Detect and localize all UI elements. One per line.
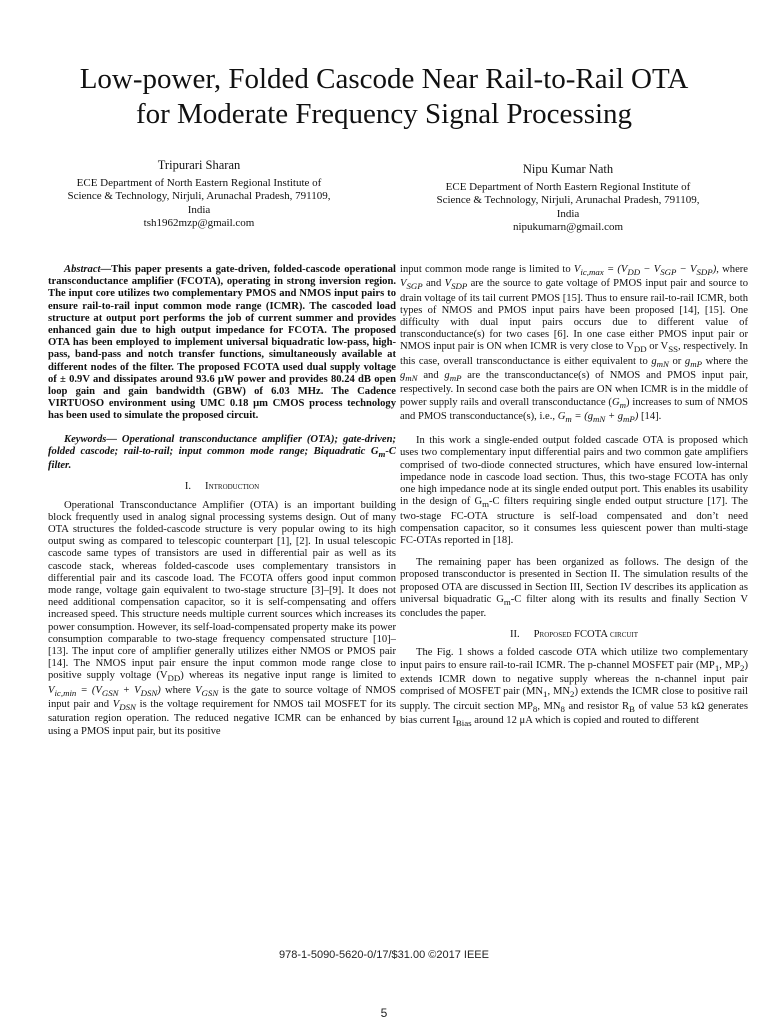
page-number: 5: [380, 1006, 388, 1020]
paper-title: [30, 62, 738, 132]
author-country: India: [556, 207, 580, 220]
keywords: Keywords— Operational transconductance amplifier (OTA); gate-driven; folded cascode; rail-to-rail; input common mode range; Biquadratic $G_m-C$ filter.: [48, 433, 396, 472]
author-email[interactable]: nipukumarn@gmail.com: [512, 221, 624, 233]
body-paragraph: The remaining paper has been organized as follows. The design of the proposed transconductor is presented in Section II. The simulation results of the proposed OTA are discussed in Section III, Section IV describes its application as universal biquadratic $G_m-C$ filter along with its results and finally Section V concludes the paper.: [400, 557, 748, 620]
author-name: Tripurari Sharan: [157, 158, 241, 172]
title-line-2: for Moderate Frequency Signal Processing: [135, 98, 633, 130]
author-block-1: [20, 159, 378, 231]
abstract-label: Abstract: [64, 264, 101, 275]
left-column: [48, 264, 396, 882]
title-line-1: Low-power, Folded Cascode Near Rail-to-Rail OTA: [79, 63, 689, 95]
author-affiliation: Science & Technology, Nirjuli, Arunachal Pradesh, 791109,: [436, 194, 700, 206]
equation: $G_m = (g_{mN} + g_{mP})$: [557, 410, 639, 424]
author-name: Nipu Kumar Nath: [522, 162, 614, 176]
intro-paragraph: Operational Transconductance Amplifier (OTA) is an important building block frequently used in analog signal processing systems design. Out of many OTA structures the folded-cascode structure is very popular owing to its high output swing as compared to telescopic counterpart [1], [2]. In usual telescopic cascode same types of transistors are used in differential pair as well as its cascode stack, whereas folded-cascode uses complementary transistors in differential pair and its cascode load. The FCOTA offers good input common mode range, voltage gain equivalent to two-stage structure [3]–[9]. It does not need additional compensation capacitor, so it is self-compensating and offers increased speed. This structure needs multiple current sources which increases its power consumption. However, its self-load-compensated property make its power consumption comparable to two-stage frequency compensated structure [10]–[13]. The input core of amplifier generally utilizes either NMOS or PMOS pair [14]. The NMOS input pair ensure the input common mode range close to positive supply voltage $(V_{DD})$ whereas its negative input range is limited to $V_{ic,min} = (V_{GSN} + V_{DSN})$ where $V_{GSN}$ is the gate to source voltage of NMOS input pair and $V_{DSN}$ is the voltage requirement for NMOS tail MOSFET for its saturation region operation. The reduced negative ICMR can be enhanced by using a PMOS input pair, but its positive: [48, 499, 396, 737]
body-paragraph: The Fig. 1 shows a folded cascode OTA which utilize two complementary input pairs to ensure rail-to-rail ICMR. The p-channel MOSFET pair ($MP_1$, $MP_2$) extends ICMR down to negative supply whereas the n-channel input pair comprised of MOSFET pair ($MN_1$, $MN_2$) extends the ICMR close to positive rail supply. The circuit section $MP_8$, $MN_8$ and resistor $R_B$ of value 53 kΩ generates bias current $I_{Bias}$ around 12 μA which is copied and routed to different: [400, 647, 748, 728]
abstract: [48, 264, 396, 423]
body-paragraph: In this work a single-ended output folded cascade OTA is proposed which uses two complementary input differential pairs and two common gate amplifiers comprised of two-diode connected structures, which have ensured low-internal impedance node in cascode load section. Thus, this two-stage FCOTA has only one high impedance node at its single ended output port. This enables its usability in the design of $G_m-C$ filters requiring single ended output structure [17]. The two-stage FC-OTA structure is self-load compensated and don’t need compensation capacitor, so it consumes less quiescent power than multi-stage FC-OTAs reported in [18].: [400, 435, 748, 546]
right-column: [400, 264, 748, 882]
abstract-text: —This paper presents a gate-driven, folded-cascode operational transconductance amplifier (FCOTA), operating in strong inversion region. The input core utilizes two complementary PMOS and NMOS input pairs to ensure rail-to-rail input common mode range (ICMR). The cascoded load structure at output port performs the job of current summer and provides enhanced gain due to high output impedance for FCOTA. The proposed OTA has been employed to implement universal biquadratic low-pass, high-pass, band-pass and notch transfer functions, simultaneously available at different nodes of the filter. The proposed FCOTA used dual supply voltage of ± 0.9V and dissipates around 93.6 μW power and provides 80.24 dB open loop gain and gain bandwidth (GBW) of 6.03 MHz. The Cadence VIRTUOSO environment using UMC 0.18 μm CMOS process technology has been used to simulate the proposed circuit.: [48, 264, 396, 422]
section-heading: II. Proposed FCOTA circuit: [509, 629, 639, 641]
author-affiliation: Science & Technology, Nirjuli, Arunachal Pradesh, 791109,: [67, 190, 331, 202]
equation: $V_{ic,min} = (V_{GSN} + V_{DSN})$: [48, 684, 161, 698]
copyright-notice: 978-1-5090-5620-0/17/$31.00 ©2017 IEEE: [279, 949, 489, 961]
equation: $V_{ic,max} = (V_{DD} - V_{SGP} - V_{SDP})$: [573, 264, 717, 278]
author-country: India: [187, 203, 211, 216]
body-paragraph: input common mode range is limited to $V_{ic,max} = (V_{DD} - V_{SGP} - V_{SDP})$, where $V_{SGP}$ and $V_{SDP}$ are the source to gate voltage of PMOS input pair and source to drain voltage of its tail current PMOS [15]. Thus to ensure rail-to-rail ICMR, both types of NMOS and PMOS input pairs have been proposed [14], [15]. One difficulty with dual input pairs occurs due to different value of transconductance(s) for two cases [6]. In one case either PMOS input pair or NMOS input pair is ON when ICMR is very close to $V_{DD}$ or $V_{SS}$, respectively. In this case, overall transconductance is either equivalent to $g_{mN}$ or $g_{mP}$ where the $g_{mN}$ and $g_{mP}$ are the transconductance(s) of NMOS and PMOS input pair, respectively. In second case both the pairs are ON when ICMR is in the middle of power supply rails and overall transconductance $(G_m)$ increases to sum of NMOS and PMOS transconductance(s), i.e., $G_m = (g_{mN} + g_{mP})$ [14].: [400, 264, 748, 424]
author-affiliation: ECE Department of North Eastern Regional Institute of: [445, 180, 691, 193]
section-heading: I. Introduction: [184, 481, 260, 493]
author-affiliation: ECE Department of North Eastern Regional Institute of: [76, 176, 322, 189]
author-email[interactable]: tsh1962mzp@gmail.com: [143, 217, 255, 229]
author-block-2: [388, 163, 748, 235]
